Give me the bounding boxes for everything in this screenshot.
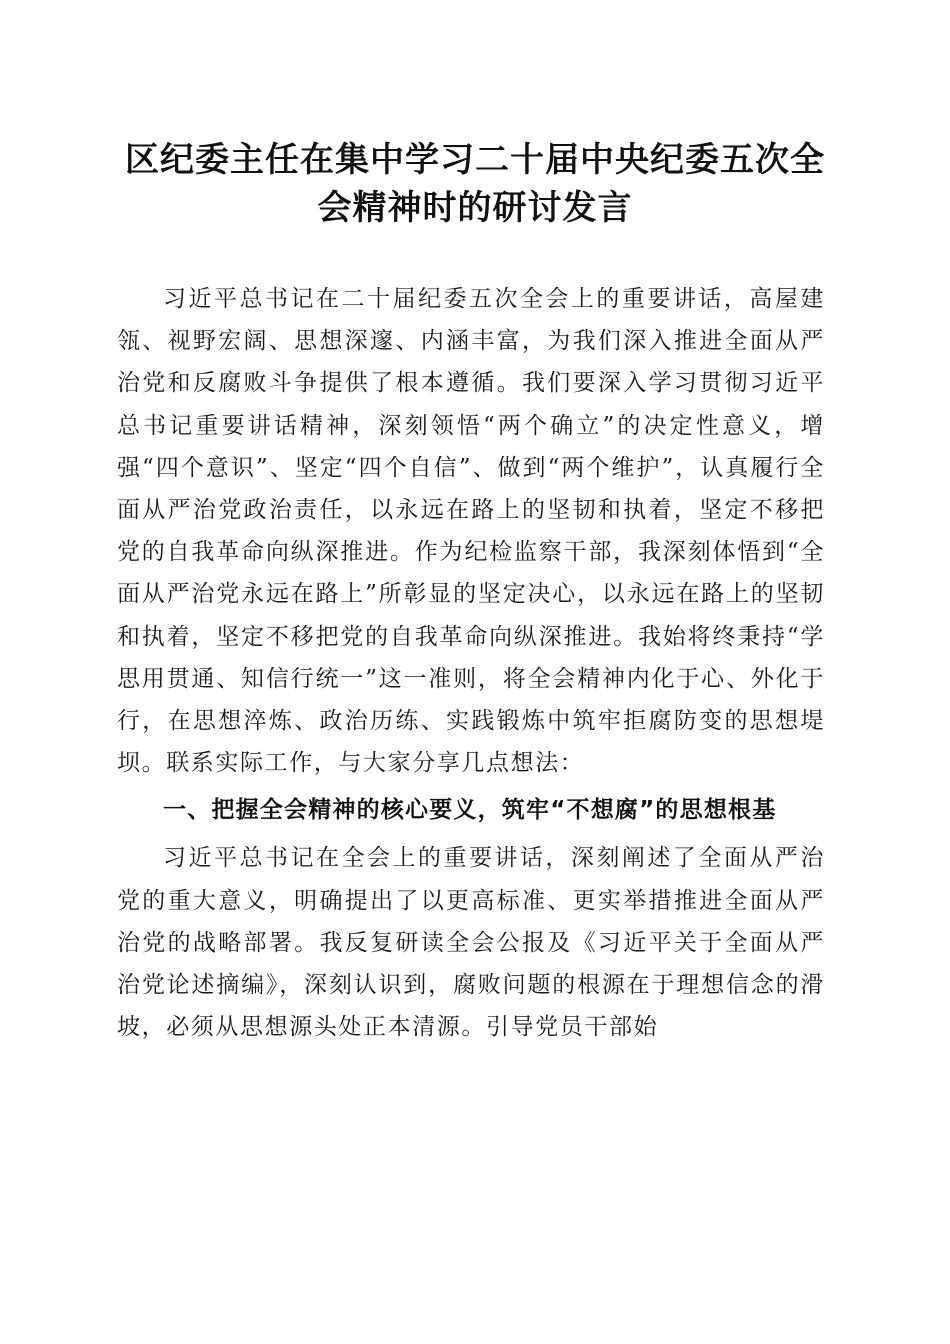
section-1-paragraph: 习近平总书记在全会上的重要讲话，深刻阐述了全面从严治党的重大意义，明确提出了以更高标准、更实举措推进全面从严治党的战略部署。我反复研读全会公报及《习近平关于全面从严治党论述摘编》，深刻认识到，腐败问题的根源在于理想信念的滑坡，必须从思想源头处正本清源。引导党员干部始 xyxy=(117,845,825,1041)
document-body xyxy=(117,278,825,1048)
document-title: 区纪委主任在集中学习二十届中央纪委五次全会精神时的研讨发言 xyxy=(125,140,825,228)
intro-paragraph: 习近平总书记在二十届纪委五次全会上的重要讲话，高屋建瓴、视野宏阔、思想深邃、内涵丰富，为我们深入推进全面从严治党和反腐败斗争提供了根本遵循。我们要深入学习贯彻习近平总书记重要讲话精神，深刻领悟“两个确立”的决定性意义，增强“四个意识”、坚定“四个自信”、做到“两个维护”，认真履行全面从严治党政治责任，以永远在路上的坚韧和执着，坚定不移把党的自我革命向纵深推进。作为纪检监察干部，我深刻体悟到“全面从严治党永远在路上”所彰显的坚定决心，以永远在路上的坚韧和执着，坚定不移把党的自我革命向纵深推进。我始将终秉持“学思用贯通、知信行统一”这一准则，将全会精神内化于心、外化于行，在思想淬炼、政治历练、实践锻炼中筑牢拒腐防变的思想堤坝。联系实际工作，与大家分享几点想法： xyxy=(117,286,825,777)
section-1-heading: 一、把握全会精神的核心要义，筑牢“不想腐”的思想根基 xyxy=(163,797,777,824)
